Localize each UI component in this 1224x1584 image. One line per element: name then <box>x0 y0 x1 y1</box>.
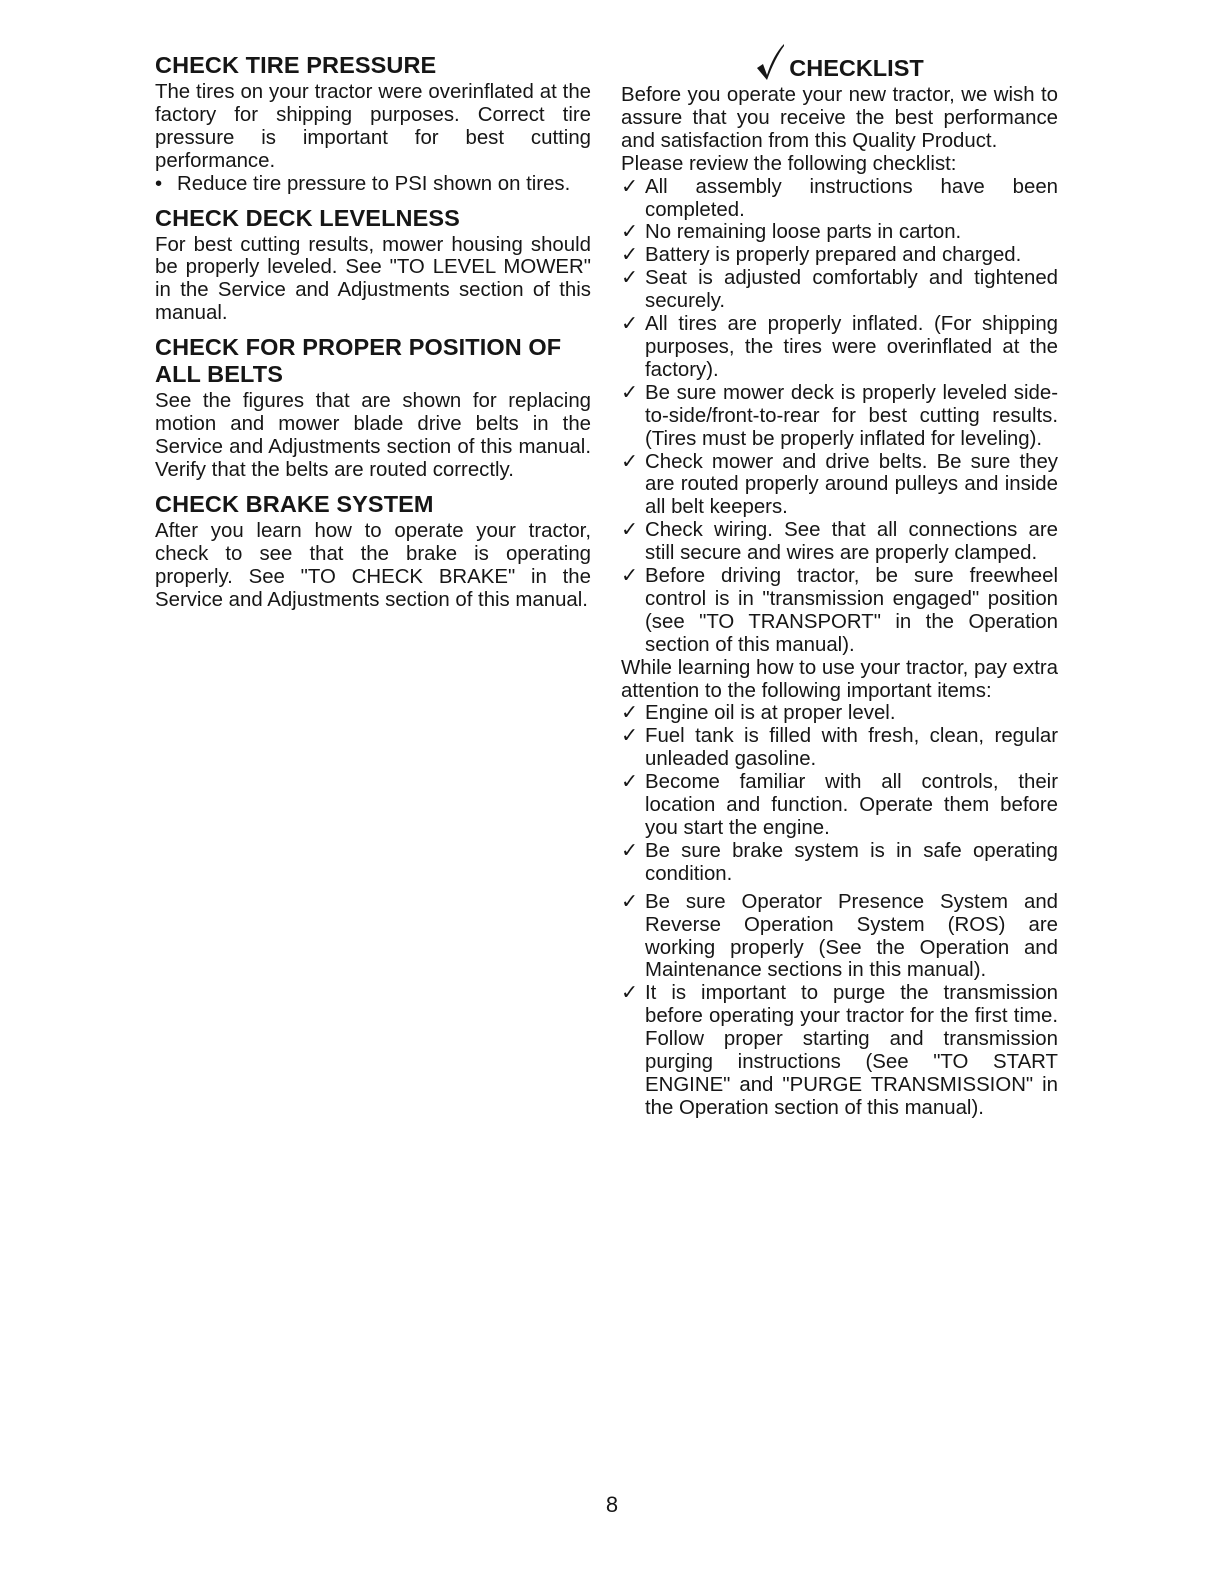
checklist-item-text: Check mower and drive belts. Be sure they are routed properly around pulleys and inside all belt keepers. <box>645 450 1058 519</box>
brake-section <box>155 491 591 612</box>
check-mark: ✓ <box>621 519 639 542</box>
checklist-item <box>621 565 1058 657</box>
checkmark-icon <box>755 42 785 82</box>
checklist-item-text: All tires are properly inflated. (For shipping purposes, the tires were overinflated at the factory). <box>645 313 1058 381</box>
checklist-item <box>621 221 1058 244</box>
check-mark: ✓ <box>621 313 639 336</box>
checklist-item-text: Battery is properly prepared and charged. <box>645 244 1022 267</box>
checklist-item-text: Fuel tank is filled with fresh, clean, regular unleaded gasoline. <box>645 725 1058 771</box>
checklist-title <box>621 28 1058 82</box>
brake-text: After you learn how to operate your tractor, check to see that the brake is operating properly. See "TO CHECK BRAKE" in the Service and Adjustments section of this manual. <box>155 519 591 611</box>
check-mark: ✓ <box>621 839 639 862</box>
belts-section <box>155 334 591 482</box>
brake-heading: CHECK BRAKE SYSTEM <box>155 490 434 517</box>
left-column <box>155 52 591 620</box>
checklist-items <box>621 176 1058 657</box>
check-mark: ✓ <box>621 771 639 794</box>
check-mark: ✓ <box>621 450 639 473</box>
belts-text: See the figures that are shown for replacing motion and mower blade drive belts in the Service and Adjustments section of this manual. Verify that the belts are routed correctly. <box>155 390 591 481</box>
tire-pressure-section <box>155 52 591 196</box>
check-mark: ✓ <box>621 890 639 913</box>
tire-pressure-text: The tires on your tractor were overinflated at the factory for shipping purposes. Correct tire pressure is important for best cutting performance. <box>155 81 591 172</box>
checklist-item <box>621 313 1058 382</box>
checklist-item <box>621 840 1058 886</box>
checklist-item <box>621 176 1058 222</box>
checklist-item-text: Be sure brake system is in safe operating condition. <box>645 839 1058 885</box>
checklist-item <box>621 451 1058 520</box>
tire-pressure-bullet-text: Reduce tire pressure to PSI shown on tires. <box>177 172 571 195</box>
checklist-item-text: Before driving tractor, be sure freewheel control is in "transmission engaged" position (see "TO TRANSPORT" in the Operation section of this manual). <box>645 565 1058 656</box>
check-mark: ✓ <box>621 381 639 404</box>
learning-items <box>621 702 1058 1119</box>
check-mark: ✓ <box>621 221 639 244</box>
checklist-item-text: Be sure Operator Presence System and Reverse Operation System (ROS) are working properly (See the Operation and Maintenance sections in this manual). <box>645 890 1058 982</box>
check-mark: ✓ <box>621 982 639 1005</box>
checklist-item <box>621 244 1058 267</box>
tire-pressure-bullet <box>155 173 591 196</box>
deck-levelness-section <box>155 205 591 326</box>
checklist-item <box>621 771 1058 840</box>
checklist-item <box>621 982 1058 1119</box>
checklist-item-text: No remaining loose parts in carton. <box>645 221 962 244</box>
checklist-item <box>621 891 1058 983</box>
right-column <box>621 28 1058 1120</box>
learning-line: While learning how to use your tractor, pay extra attention to the following important items: <box>621 656 1058 702</box>
tire-pressure-heading: CHECK TIRE PRESSURE <box>155 52 437 78</box>
checklist-item <box>621 519 1058 565</box>
checklist-heading: CHECKLIST <box>789 55 924 81</box>
checklist-review-line: Please review the following checklist: <box>621 152 957 175</box>
deck-levelness-text: For best cutting results, mower housing should be properly leveled. See "TO LEVEL MOWER" in the Service and Adjustments section of this manual. <box>155 233 591 325</box>
checklist-item-text: Check wiring. See that all connections are still secure and wires are properly clamped. <box>645 519 1058 565</box>
page-number: 8 <box>605 1492 619 1517</box>
check-mark: ✓ <box>621 702 639 725</box>
checklist-intro: Before you operate your new tractor, we wish to assure that you receive the best performance and satisfaction from this Quality Product. <box>621 84 1058 152</box>
checklist-item-text: All assembly instructions have been completed. <box>645 175 1058 221</box>
check-mark: ✓ <box>621 725 639 748</box>
bullet-mark: • <box>155 172 163 195</box>
check-mark: ✓ <box>621 267 639 290</box>
checklist-item <box>621 725 1058 771</box>
check-mark: ✓ <box>621 175 639 198</box>
check-mark: ✓ <box>621 565 639 588</box>
checklist-item <box>621 267 1058 313</box>
checklist-item-text: Engine oil is at proper level. <box>645 702 896 725</box>
checklist-item <box>621 702 1058 725</box>
checklist-item-text: It is important to purge the transmission before operating your tractor for the first time. Follow proper starting and transmission purging instructions (See "TO START ENGINE" and "PURGE TRANSMISSION" in the Operation section of this manual). <box>645 982 1058 1119</box>
checklist-item <box>621 382 1058 451</box>
belts-heading: CHECK FOR PROPER POSITION OF ALL BELTS <box>155 334 562 388</box>
check-mark: ✓ <box>621 244 639 267</box>
checklist-item-text: Become familiar with all controls, their location and function. Operate them before you start the engine. <box>645 771 1058 839</box>
checklist-item-text: Seat is adjusted comfortably and tightened securely. <box>645 267 1058 313</box>
checklist-item-text: Be sure mower deck is properly leveled side-to-side/front-to-rear for best cutting results. (Tires must be properly inflated for leveling). <box>645 381 1058 450</box>
deck-levelness-heading: CHECK DECK LEVELNESS <box>155 204 460 231</box>
